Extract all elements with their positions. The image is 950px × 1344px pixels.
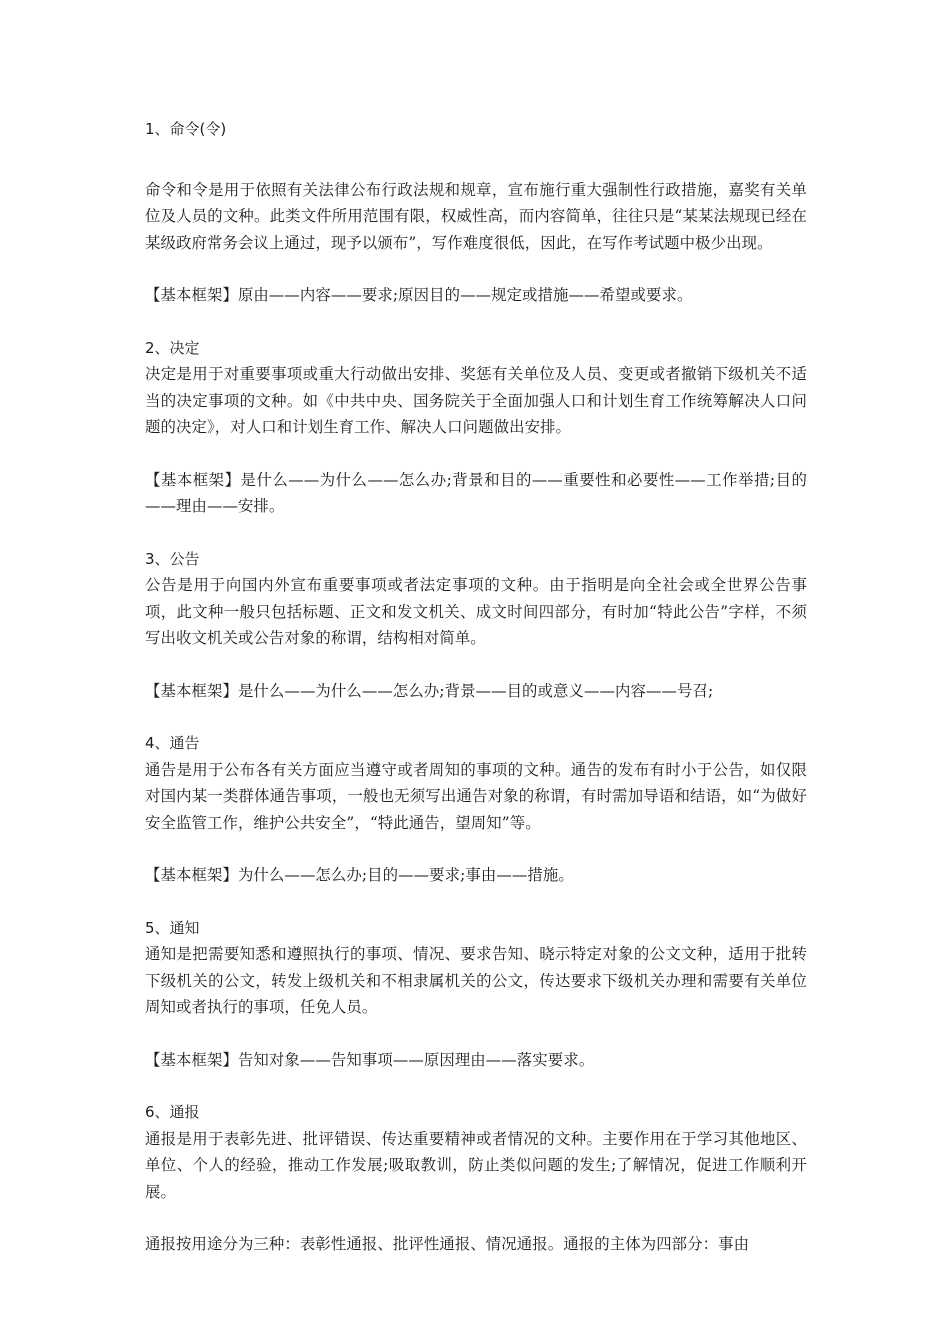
section-heading-2: 2、决定 (145, 338, 200, 357)
section-heading-5: 5、通知 (145, 918, 200, 937)
section-framework-3: 【基本框架】是什么——为什么——怎么办;背景——目的或意义——内容——号召; (145, 681, 714, 700)
section-body-3: 公告是用于向国内外宣布重要事项或者法定事项的文种。由于指明是向全社会或全世界公告事项，此文种一般只包括标题、正文和发文机关、成文时间四部分，有时加“特此公告”字样，不须写出收文机关或公告对象的称谓，结构相对简单。 (145, 576, 807, 647)
section-framework-1: 【基本框架】原由——内容——要求;原因目的——规定或措施——希望或要求。 (145, 286, 693, 304)
document-page (145, 116, 807, 1258)
section-framework-5: 【基本框架】告知对象——告知事项——原因理由——落实要求。 (145, 1050, 595, 1069)
section-framework-2: 【基本框架】是什么——为什么——怎么办;背景和目的——重要性和必要性——工作举措;目的——理由——安排。 (145, 470, 807, 515)
section-framework-6: 通报按用途分为三种：表彰性通报、批评性通报、情况通报。通报的主体为四部分：事由 (145, 1235, 750, 1253)
section-heading-1: 1、命令(令) (145, 120, 227, 138)
section-body-2: 决定是用于对重要事项或重大行动做出安排、奖惩有关单位及人员、变更或者撤销下级机关不适当的决定事项的文种。如《中共中央、国务院关于全面加强人口和计划生育工作统筹解决人口问题的决定》，对人口和计划生育工作、解决人口问题做出安排。 (145, 365, 807, 436)
section-heading-6: 6、通报 (145, 1103, 200, 1121)
section-body-4: 通告是用于公布各有关方面应当遵守或者周知的事项的文种。通告的发布有时小于公告，如仅限对国内某一类群体通告事项，一般也无须写出通告对象的称谓，有时需加导语和结语，如“为做好安全监管工作，维护公共安全”，“特此通告，望周知”等。 (145, 760, 807, 832)
section-heading-4: 4、通告 (145, 734, 200, 752)
section-body-5: 通知是把需要知悉和遵照执行的事项、情况、要求告知、晓示特定对象的公文文种，适用于批转下级机关的公文，转发上级机关和不相隶属机关的公文，传达要求下级机关办理和需要有关单位周知或者执行的事项，任免人员。 (145, 945, 807, 1016)
section-body-6: 通报是用于表彰先进、批评错误、传达重要精神或者情况的文种。主要作用在于学习其他地区、单位、个人的经验，推动工作发展;吸取教训，防止类似问题的发生;了解情况，促进工作顺利开展。 (145, 1129, 807, 1201)
section-framework-4: 【基本框架】为什么——怎么办;目的——要求;事由——措施。 (145, 866, 574, 884)
section-heading-3: 3、公告 (145, 549, 200, 568)
section-body-1: 命令和令是用于依照有关法律公布行政法规和规章，宣布施行重大强制性行政措施，嘉奖有关单位及人员的文种。此类文件所用范围有限，权威性高，而内容简单，往往只是“某某法规现已经在某级政府常务会议上通过，现予以颁布”，写作难度很低，因此，在写作考试题中极少出现。 (145, 180, 807, 252)
